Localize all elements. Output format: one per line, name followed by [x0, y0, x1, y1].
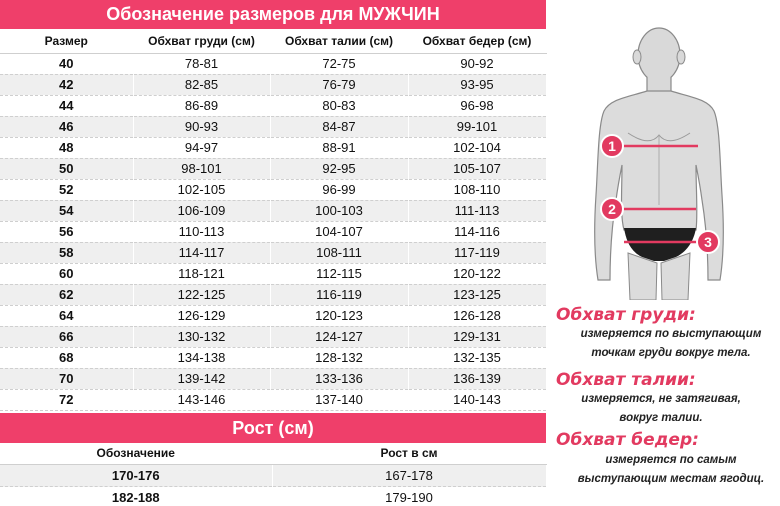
measurement-cell: 123-125: [408, 284, 546, 305]
measurement-cell: 96-98: [408, 95, 546, 116]
measurement-cell: 137-140: [270, 389, 408, 410]
size-cell: 56: [0, 221, 133, 242]
table-row: [0, 200, 546, 221]
measurement-cell: 84-87: [270, 116, 408, 137]
measurement-cell: 100-103: [270, 200, 408, 221]
height-title: Рост (см): [0, 413, 546, 443]
height-table: [0, 443, 547, 506]
table-row: [0, 95, 546, 116]
height-cell: 167-178: [272, 465, 546, 487]
measurement-cell: 105-107: [408, 158, 546, 179]
marker-2: [601, 198, 623, 220]
table-row: [0, 389, 546, 410]
measurement-cell: 90-93: [133, 116, 270, 137]
size-cell: 60: [0, 263, 133, 284]
size-cell: 46: [0, 116, 133, 137]
size-cell: 58: [0, 242, 133, 263]
height-table-header: [0, 443, 546, 465]
measurement-cell: 140-143: [408, 389, 546, 410]
header-hips: Обхват бедер (см): [408, 29, 546, 53]
header-designation: Обозначение: [0, 443, 272, 465]
svg-text:3: 3: [704, 234, 712, 250]
measurement-cell: 126-128: [408, 305, 546, 326]
measurement-cell: 108-110: [408, 179, 546, 200]
measurement-cell: 78-81: [133, 53, 270, 74]
designation-cell: 170-176: [0, 465, 272, 487]
chest-description: [566, 325, 776, 363]
size-cell: 54: [0, 200, 133, 221]
table-row: [0, 487, 546, 506]
measurement-cell: 132-135: [408, 347, 546, 368]
measurement-cell: 72-75: [270, 53, 408, 74]
header-height-cm: Рост в см: [272, 443, 546, 465]
measurement-cell: 82-85: [133, 74, 270, 95]
measurement-cell: 111-113: [408, 200, 546, 221]
measurement-cell: 122-125: [133, 284, 270, 305]
size-cell: 40: [0, 53, 133, 74]
measurement-cell: 94-97: [133, 137, 270, 158]
measurement-cell: 118-121: [133, 263, 270, 284]
size-table-header: [0, 29, 546, 53]
size-table: [0, 29, 547, 411]
measurement-cell: 76-79: [270, 74, 408, 95]
hips-description-line: измеряется по самым: [605, 454, 737, 466]
hips-description: [566, 451, 776, 489]
table-row: [0, 74, 546, 95]
table-row: [0, 326, 546, 347]
measurement-cell: 104-107: [270, 221, 408, 242]
measurement-cell: 108-111: [270, 242, 408, 263]
measurement-guide: [548, 0, 780, 506]
waist-description-line: вокруг талии.: [619, 412, 703, 424]
measurement-cell: 114-117: [133, 242, 270, 263]
height-cell: 179-190: [272, 487, 546, 506]
measurement-cell: 93-95: [408, 74, 546, 95]
table-row: [0, 465, 546, 487]
measurement-cell: 143-146: [133, 389, 270, 410]
measurement-cell: 129-131: [408, 326, 546, 347]
size-cell: 68: [0, 347, 133, 368]
measurement-cell: 96-99: [270, 179, 408, 200]
size-cell: 72: [0, 389, 133, 410]
hips-description-title: Обхват бедер:: [556, 430, 699, 450]
table-row: [0, 263, 546, 284]
header-waist: Обхват талии (см): [270, 29, 408, 53]
measurement-cell: 130-132: [133, 326, 270, 347]
measurement-cell: 90-92: [408, 53, 546, 74]
marker-1: [601, 135, 623, 157]
measurement-cell: 120-122: [408, 263, 546, 284]
waist-description-title: Обхват талии:: [556, 370, 696, 390]
designation-cell: 182-188: [0, 487, 272, 506]
table-row: [0, 305, 546, 326]
marker-3: [697, 231, 719, 253]
waist-description-line: измеряется, не затягивая,: [581, 393, 741, 405]
header-size: Размер: [0, 29, 133, 53]
measurement-cell: 86-89: [133, 95, 270, 116]
header-chest: Обхват груди (см): [133, 29, 270, 53]
size-cell: 48: [0, 137, 133, 158]
measurement-cell: 134-138: [133, 347, 270, 368]
size-cell: 62: [0, 284, 133, 305]
measurement-cell: 126-129: [133, 305, 270, 326]
measurement-cell: 98-101: [133, 158, 270, 179]
male-figure-illustration: [548, 25, 780, 300]
chest-description-line: измеряется по выступающим: [580, 328, 762, 340]
size-cell: 50: [0, 158, 133, 179]
size-cell: 64: [0, 305, 133, 326]
size-cell: 70: [0, 368, 133, 389]
measurement-cell: 116-119: [270, 284, 408, 305]
hips-description-line: выступающим местам ягодиц.: [577, 473, 765, 485]
table-row: [0, 116, 546, 137]
measurement-cell: 139-142: [133, 368, 270, 389]
table-row: [0, 284, 546, 305]
table-row: [0, 53, 546, 74]
table-row: [0, 179, 546, 200]
table-row: [0, 242, 546, 263]
size-cell: 66: [0, 326, 133, 347]
measurement-cell: 102-105: [133, 179, 270, 200]
svg-text:2: 2: [608, 201, 616, 217]
size-cell: 52: [0, 179, 133, 200]
measurement-cell: 117-119: [408, 242, 546, 263]
measurement-cell: 80-83: [270, 95, 408, 116]
measurement-cell: 106-109: [133, 200, 270, 221]
page-title: Обозначение размеров для МУЖЧИН: [0, 0, 546, 29]
table-row: [0, 347, 546, 368]
measurement-cell: 136-139: [408, 368, 546, 389]
size-cell: 44: [0, 95, 133, 116]
measurement-cell: 120-123: [270, 305, 408, 326]
measurement-cell: 99-101: [408, 116, 546, 137]
waist-description: [556, 390, 766, 428]
table-row: [0, 137, 546, 158]
size-cell: 42: [0, 74, 133, 95]
measurement-cell: 128-132: [270, 347, 408, 368]
measurement-cell: 124-127: [270, 326, 408, 347]
table-row: [0, 221, 546, 242]
chest-description-line: точкам груди вокруг тела.: [591, 347, 751, 359]
measurement-cell: 133-136: [270, 368, 408, 389]
measurement-cell: 102-104: [408, 137, 546, 158]
table-row: [0, 368, 546, 389]
measurement-cell: 92-95: [270, 158, 408, 179]
chest-description-title: Обхват груди:: [556, 305, 696, 325]
measurement-cell: 114-116: [408, 221, 546, 242]
measurement-cell: 88-91: [270, 137, 408, 158]
measurement-cell: 112-115: [270, 263, 408, 284]
svg-text:1: 1: [608, 138, 616, 154]
table-row: [0, 158, 546, 179]
measurement-cell: 110-113: [133, 221, 270, 242]
